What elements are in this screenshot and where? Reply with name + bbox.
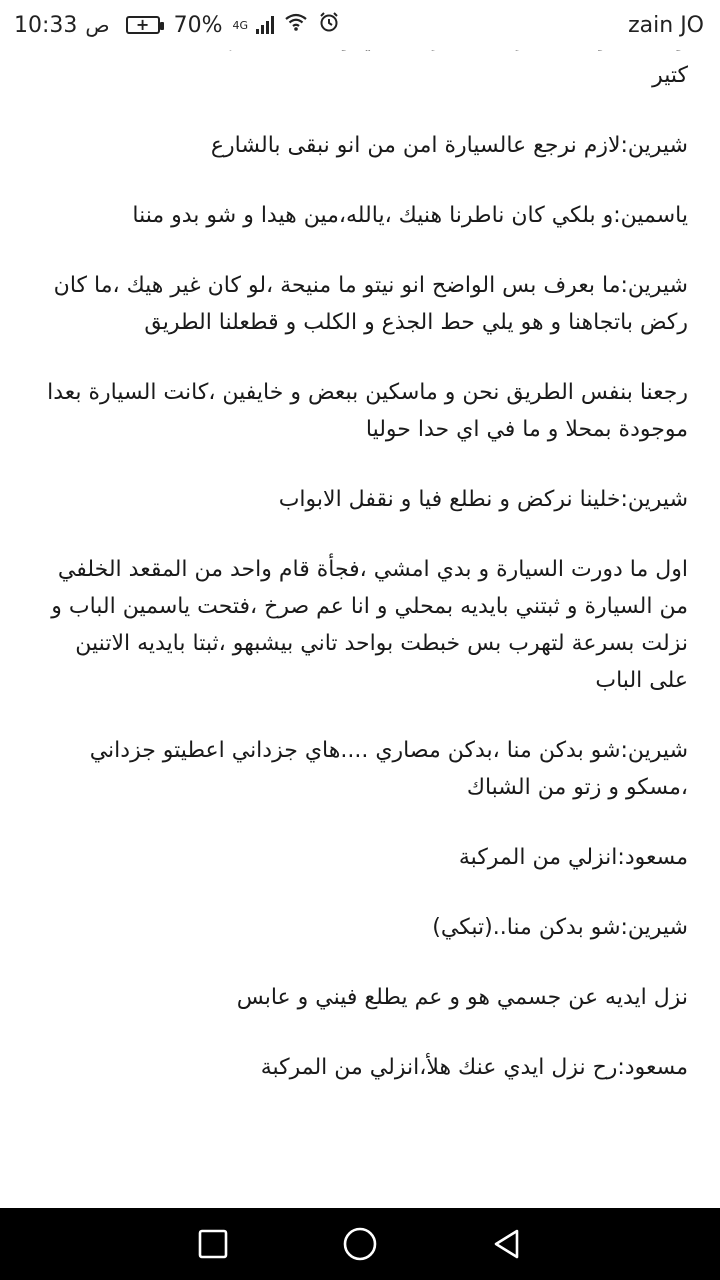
status-bar	[0, 0, 720, 50]
story-paragraph: شيرين:شو بدكن منا..(تبكي)	[432, 915, 688, 940]
circle-icon	[342, 1226, 378, 1262]
story-paragraph: شيرين:خلينا نركض و نطلع فيا و نقفل الابواب	[278, 487, 688, 512]
alarm-icon	[318, 11, 340, 39]
wifi-icon	[284, 12, 308, 38]
carrier-name: zain JO	[628, 12, 704, 38]
network-type: 4G	[232, 18, 249, 32]
story-paragraph: مسعود:رح نزل ايدي عنك هلأ،انزلي من المركبة	[260, 1055, 688, 1080]
clock-time: 10:33	[14, 12, 78, 38]
story-paragraph: نزل ايديه عن جسمي هو و عم يطلع فيني و عابس	[236, 985, 688, 1010]
square-icon	[197, 1228, 229, 1260]
partial-top-line	[36, 50, 688, 57]
back-button[interactable]	[487, 1224, 527, 1264]
recents-button[interactable]	[193, 1224, 233, 1264]
story-paragraph: اول ما دورت السيارة و بدي امشي ،فجأة قام واحد من المقعد الخلفي من السيارة و ثبتني بايديه بمحلي و انا عم صرخ ،فتحت ياسمين الباب و نزلت بسرعة لتهرب بس خبطت بواحد تاني بيشبهو ،ثبتا بايديه الاتنين على الباب	[51, 557, 688, 693]
story-paragraph: ياسمين:و بلكي كان ناطرنا هنيك ،يالله،مين هيدا و شو بدو مننا	[132, 203, 688, 228]
navigation-bar	[0, 1208, 720, 1280]
story-paragraph: شيرين:شو بدكن منا ،بدكن مصاري ....هاي جزداني اعطيتو جزداني ،مسكو و زتو من الشباك	[89, 738, 688, 800]
story-paragraph: مسعود:انزلي من المركبة	[458, 845, 688, 870]
story-paragraph: شيرين:ما بعرف بس الواضح انو نيتو ما منيحة ،لو كان غير هيك ،ما كان ركض باتجاهنا و هو يلي حط الجذع و الكلب و قطعلنا الطريق	[53, 273, 688, 335]
story-paragraph: شيرين:لازم نرجع عالسيارة امن من انو نبقى بالشارع	[210, 133, 688, 158]
home-button[interactable]	[340, 1224, 380, 1264]
story-content[interactable]	[0, 50, 720, 1208]
triangle-back-icon	[490, 1227, 524, 1261]
signal-icon	[256, 16, 274, 34]
battery-icon: +	[126, 16, 160, 34]
story-paragraph: كتير	[652, 63, 688, 88]
story-text-column	[36, 50, 688, 1119]
clock-ampm: ص	[85, 13, 110, 37]
battery-percent: 70%	[173, 12, 223, 38]
story-paragraph: رجعنا بنفس الطريق نحن و ماسكين ببعض و خايفين ،كانت السيارة بعدا موجودة بمحلا و ما في اي حدا حوليا	[47, 380, 688, 442]
status-left-group	[14, 11, 340, 39]
